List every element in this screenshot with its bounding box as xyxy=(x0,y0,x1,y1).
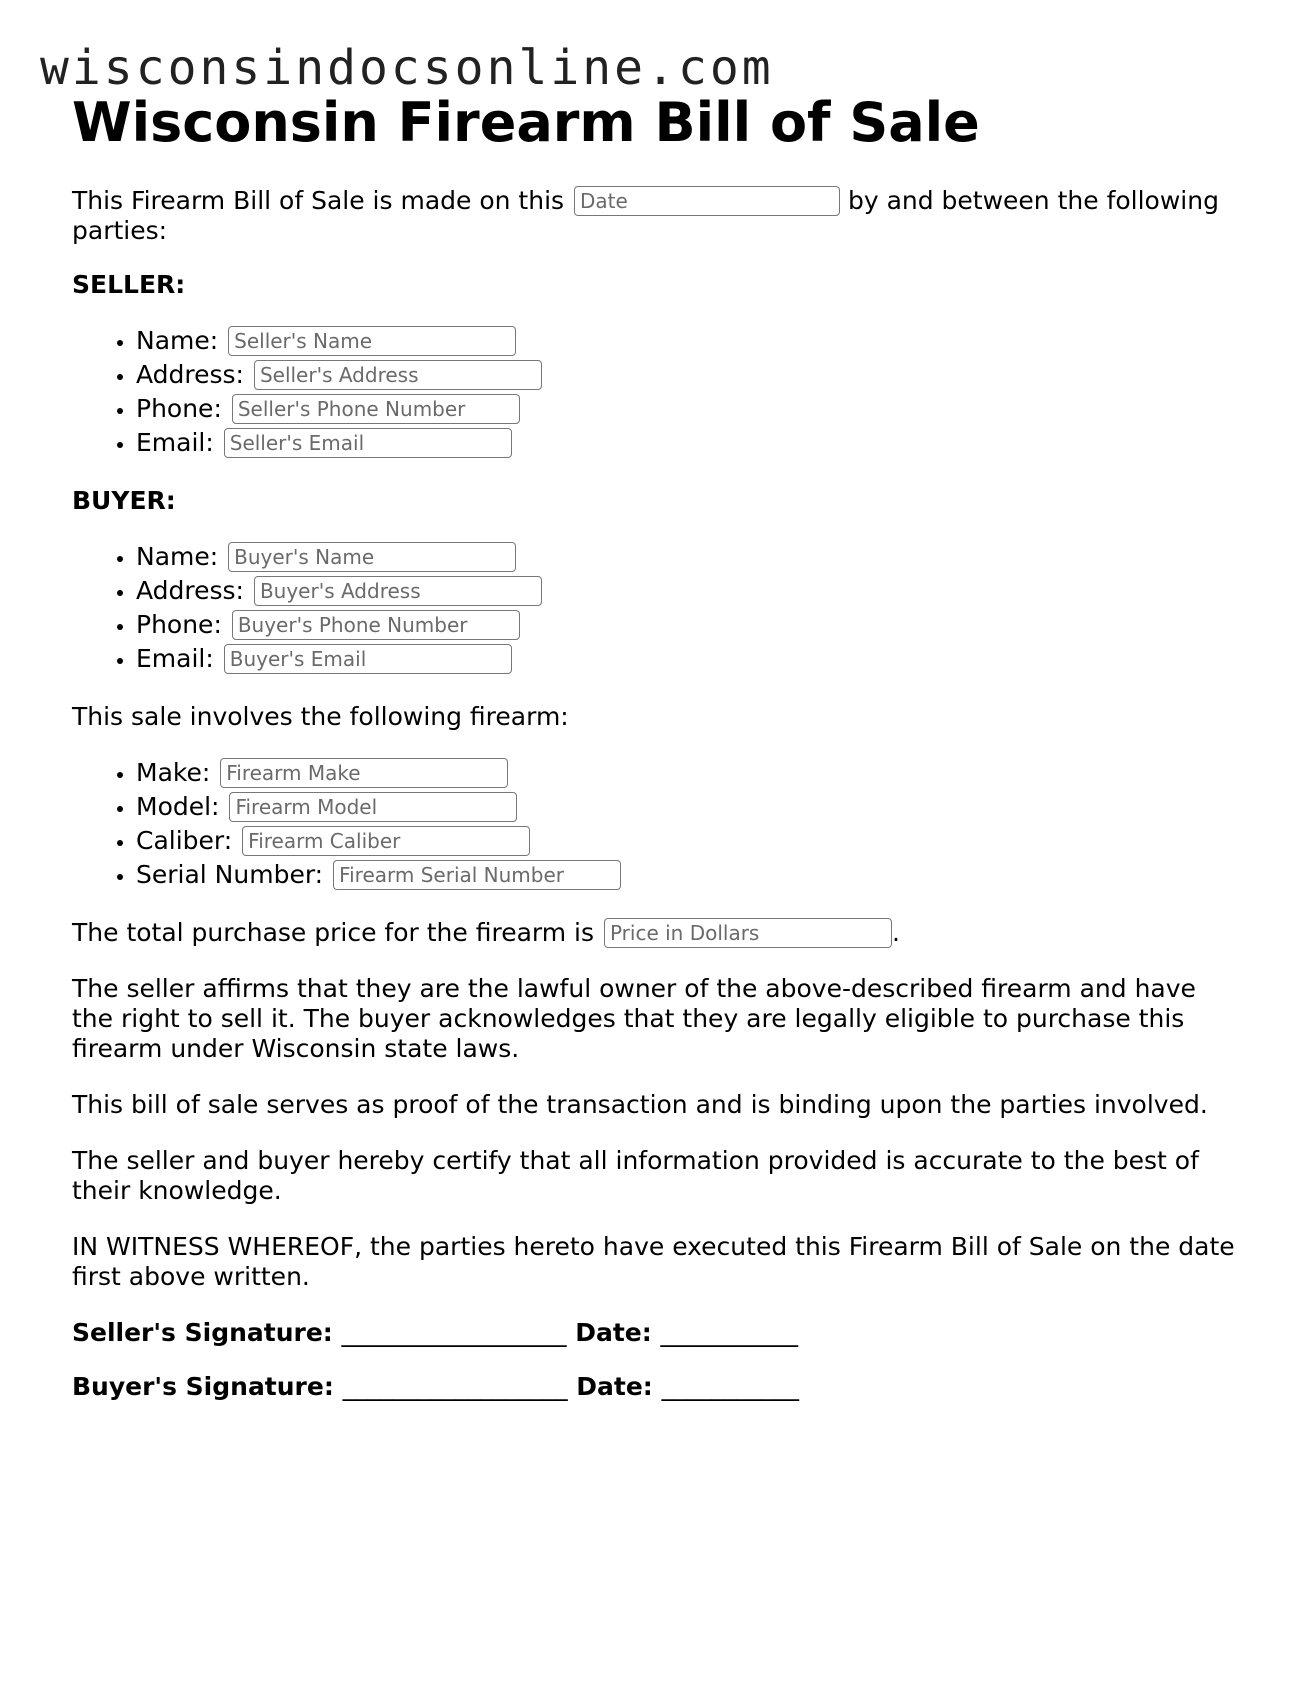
firearm-caliber-input[interactable] xyxy=(242,826,530,856)
firearm-make-label: Make: xyxy=(136,758,211,787)
page-title: Wisconsin Firearm Bill of Sale xyxy=(72,91,980,154)
list-item xyxy=(136,324,1242,358)
seller-signature-line xyxy=(72,1318,1242,1348)
price-paragraph xyxy=(72,918,1242,948)
list-item xyxy=(136,540,1242,574)
seller-date-label: Date: xyxy=(575,1318,652,1347)
buyer-phone-label: Phone: xyxy=(136,610,222,639)
firearm-serial-input[interactable] xyxy=(333,860,621,890)
buyer-fields xyxy=(72,540,1242,676)
buyer-email-input[interactable] xyxy=(224,644,512,674)
list-item xyxy=(136,358,1242,392)
price-text-after: . xyxy=(891,918,900,947)
buyer-phone-input[interactable] xyxy=(232,610,520,640)
seller-email-label: Email: xyxy=(136,428,214,457)
list-item xyxy=(136,756,1242,790)
price-text-before: The total purchase price for the firearm is xyxy=(72,918,595,947)
list-item xyxy=(136,642,1242,676)
ownership-paragraph: The seller affirms that they are the lawful owner of the above-described firearm and have the right to sell it. The buyer acknowledges that they are legally eligible to purchase this firearm under Wisconsin state laws. xyxy=(72,974,1196,1063)
firearm-serial-label: Serial Number: xyxy=(136,860,324,889)
buyer-email-label: Email: xyxy=(136,644,214,673)
buyer-name-label: Name: xyxy=(136,542,219,571)
firearm-model-input[interactable] xyxy=(229,792,517,822)
list-item xyxy=(136,824,1242,858)
list-item xyxy=(136,574,1242,608)
list-item xyxy=(136,608,1242,642)
list-item xyxy=(136,790,1242,824)
seller-name-input[interactable] xyxy=(228,326,516,356)
site-watermark: wisconsindocsonline.com xyxy=(40,40,774,96)
seller-signature-blank: __________________ xyxy=(341,1318,567,1347)
seller-address-label: Address: xyxy=(136,360,244,389)
firearm-intro: This sale involves the following firearm: xyxy=(72,702,569,731)
buyer-signature-blank: __________________ xyxy=(342,1372,568,1401)
seller-heading: SELLER: xyxy=(72,270,186,299)
buyer-date-blank: ___________ xyxy=(661,1372,800,1401)
list-item xyxy=(136,858,1242,892)
buyer-date-label: Date: xyxy=(576,1372,653,1401)
buyer-address-input[interactable] xyxy=(254,576,542,606)
buyer-signature-line xyxy=(72,1372,1242,1402)
list-item xyxy=(136,392,1242,426)
intro-text-before: This Firearm Bill of Sale is made on this xyxy=(72,186,565,215)
seller-phone-label: Phone: xyxy=(136,394,222,423)
intro-text-after: by and between the following parties: xyxy=(72,186,1219,245)
buyer-name-input[interactable] xyxy=(228,542,516,572)
firearm-fields xyxy=(72,756,1242,892)
buyer-address-label: Address: xyxy=(136,576,244,605)
firearm-make-input[interactable] xyxy=(220,758,508,788)
certification-paragraph: The seller and buyer hereby certify that all information provided is accurate to the best of their knowledge. xyxy=(72,1146,1199,1205)
seller-address-input[interactable] xyxy=(254,360,542,390)
price-input[interactable] xyxy=(604,918,892,948)
seller-date-blank: ___________ xyxy=(660,1318,798,1347)
firearm-model-label: Model: xyxy=(136,792,220,821)
bill-of-sale-form xyxy=(72,186,1242,1426)
firearm-caliber-label: Caliber: xyxy=(136,826,233,855)
seller-signature-label: Seller's Signature: xyxy=(72,1318,333,1347)
buyer-heading: BUYER: xyxy=(72,486,176,515)
buyer-signature-label: Buyer's Signature: xyxy=(72,1372,334,1401)
seller-name-label: Name: xyxy=(136,326,219,355)
binding-paragraph: This bill of sale serves as proof of the transaction and is binding upon the parties involved. xyxy=(72,1090,1208,1119)
list-item xyxy=(136,426,1242,460)
intro-paragraph xyxy=(72,186,1242,246)
seller-phone-input[interactable] xyxy=(232,394,520,424)
seller-email-input[interactable] xyxy=(224,428,512,458)
sale-date-input[interactable] xyxy=(574,186,840,216)
witness-paragraph: IN WITNESS WHEREOF, the parties hereto have executed this Firearm Bill of Sale on the date first above written. xyxy=(72,1232,1235,1291)
seller-fields xyxy=(72,324,1242,460)
